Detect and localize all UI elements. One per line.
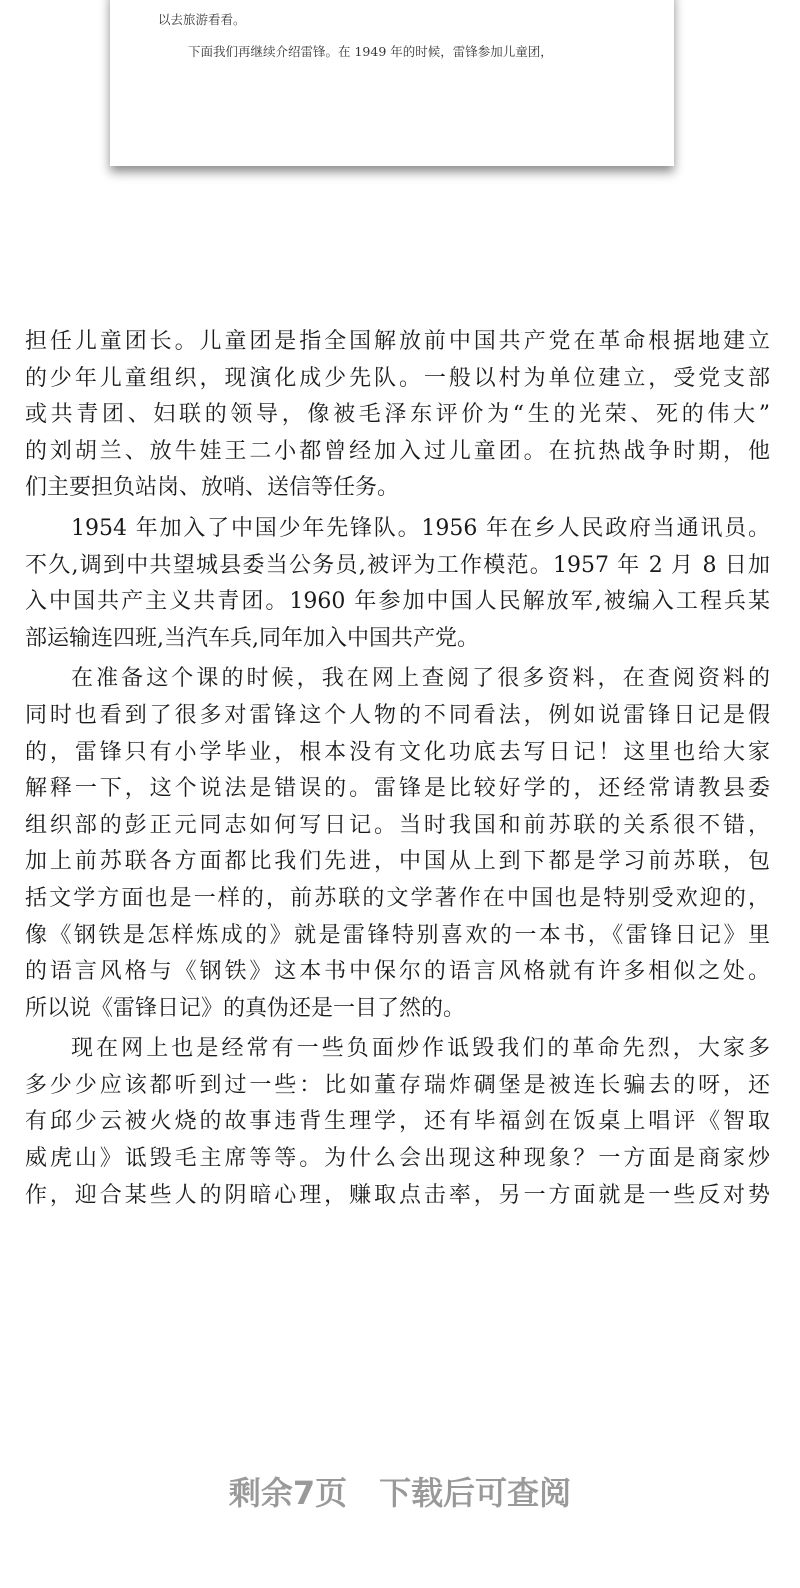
paragraph <box>25 1031 770 1214</box>
text-line: 的刘胡兰、放牛娃王二小都曾经加入过儿童团。在抗热战争时期，他 <box>25 438 770 464</box>
text-line: 或共青团、妇联的领导，像被毛泽东评价为“生的光荣、死的伟大” <box>25 402 770 428</box>
text-line: 组织部的彭正元同志如何写日记。当时我国和前苏联的关系很不错， <box>25 812 770 838</box>
text-line: 现在网上也是经常有一些负面炒作诋毁我们的革命先烈，大家多 <box>71 1036 770 1062</box>
text-line: 多少少应该都听到过一些：比如董存瑞炸碉堡是被连长骗去的呀，还 <box>25 1072 770 1098</box>
preview-line: 以去旅游看看。 <box>158 12 246 27</box>
text-line: 有邱少云被火烧的故事违背生理学，还有毕福剑在饭桌上唱评《智取 <box>25 1109 770 1135</box>
text-line: 不久,调到中共望城县委当公务员,被评为工作模范。1957 年 2 月 8 日加 <box>25 552 770 578</box>
text-line: 的少年儿童组织，现演化成少先队。一般以村为单位建立，受党支部 <box>25 365 770 391</box>
paragraph <box>25 511 770 657</box>
paragraph <box>25 324 770 507</box>
text-line: 在准备这个课的时候，我在网上查阅了很多资料，在查阅资料的 <box>71 666 770 692</box>
text-line: 同时也看到了很多对雷锋这个人物的不同看法，例如说雷锋日记是假 <box>25 702 770 728</box>
text-line: 1954 年加入了中国少年先锋队。1956 年在乡人民政府当通讯员。 <box>71 515 770 541</box>
preview-line: 下面我们再继续介绍雷锋。在 1949 年的时候，雷锋参加儿童团， <box>188 44 553 59</box>
text-line: 像《钢铁是怎样炼成的》就是雷锋特别喜欢的一本书，《雷锋日记》里 <box>25 922 770 948</box>
document-body <box>25 324 770 1214</box>
text-line: 担任儿童团长。儿童团是指全国解放前中国共产党在革命根据地建立 <box>25 329 770 354</box>
text-line: 作，迎合某些人的阴暗心理，赚取点击率，另一方面就是一些反对势 <box>25 1182 770 1208</box>
text-line: 威虎山》诋毁毛主席等等。为什么会出现这种现象？一方面是商家炒 <box>25 1146 770 1172</box>
text-line: 解释一下，这个说法是错误的。雷锋是比较好学的，还经常请教县委 <box>25 776 770 802</box>
text-line: 加上前苏联各方面都比我们先进，中国从上到下都是学习前苏联，包 <box>25 849 770 875</box>
paragraph <box>25 661 770 1027</box>
preview-page-card <box>110 0 674 166</box>
text-line: 部运输连四班,当汽车兵,同年加入中国共产党。 <box>25 625 479 651</box>
text-line: 们主要担负站岗、放哨、送信等任务。 <box>25 475 400 501</box>
text-line: 的，雷锋只有小学毕业，根本没有文化功底去写日记！这里也给大家 <box>25 739 770 765</box>
remaining-pages-download-notice[interactable]: 剩余7页 下载后可查阅 <box>228 1474 572 1512</box>
text-line: 括文学方面也是一样的，前苏联的文学著作在中国也是特别受欢迎的， <box>25 885 770 911</box>
text-line: 入中国共产主义共青团。1960 年参加中国人民解放军,被编入工程兵某 <box>25 589 770 615</box>
text-line: 所以说《雷锋日记》的真伪还是一目了然的。 <box>25 995 466 1021</box>
text-line: 的语言风格与《钢铁》这本书中保尔的语言风格就有许多相似之处。 <box>25 959 770 985</box>
